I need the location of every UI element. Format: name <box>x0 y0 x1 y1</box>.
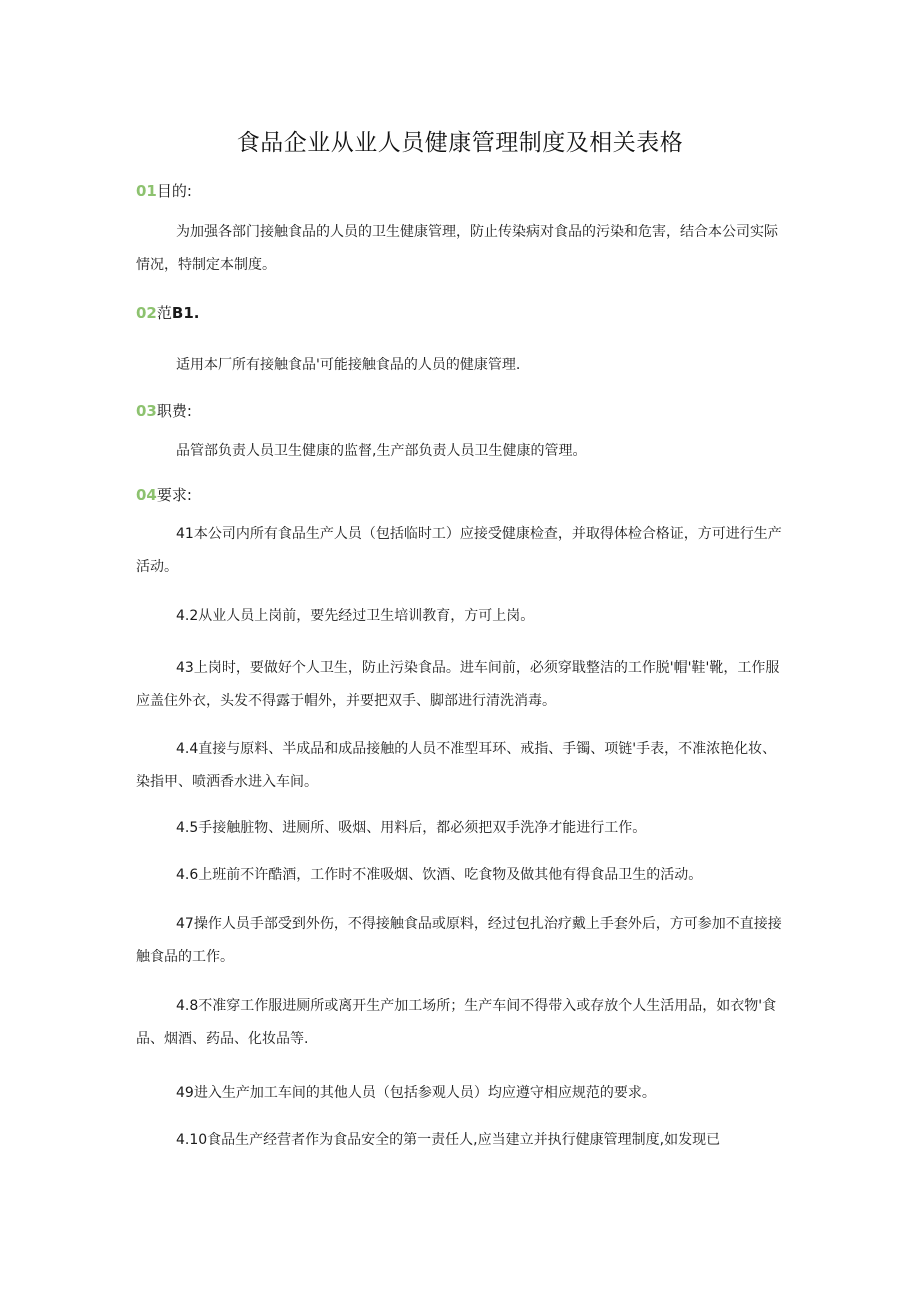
paragraph-scope: 适用本厂所有接触食品'可能接触食品的人员的健康管理. <box>176 357 521 373</box>
paragraph-purpose: 为加强各部门接触食品的人员的卫生健康管理，防止传染病对食品的污染和危害，结合本公司实际情况，特制定本制度。 <box>136 224 778 273</box>
requirement-4-1: 41本公司内所有食品生产人员（包括临时工）应接受健康检查，并取得体检合格证，方可进行生产活动。 <box>136 526 782 575</box>
requirement-4-5: 4.5手接触脏物、进厕所、吸烟、用料后，都必须把双手洗净才能进行工作。 <box>176 820 647 836</box>
requirement-4-3: 43上岗时，要做好个人卫生，防止污染食品。进车间前，必须穿戢整洁的工作脱'帽'鞋'靴，工作服应盖住外衣，头发不得露于帽外，并要把双手、脚部进行清洗消毒。 <box>136 660 780 709</box>
section-label-bold: B1. <box>171 304 200 322</box>
requirement-4-6: 4.6上班前不许酷酒，工作时不准吸烟、饮酒、吃食物及做其他有得食品卫生的活动。 <box>176 867 703 883</box>
section-label: 目的: <box>156 182 192 200</box>
section-heading-requirements <box>136 484 192 505</box>
section-number: 02 <box>136 304 157 322</box>
document-title: 食品企业从业人员健康管理制度及相关表格 <box>236 130 684 156</box>
section-label: 要求: <box>156 486 192 504</box>
section-heading-purpose <box>136 180 192 201</box>
requirement-4-8: 4.8不准穿工作服进厕所或离开生产加工场所；生产车间不得带入或存放个人生活用品，如衣物'食品、烟酒、药品、化妆品等. <box>136 998 777 1047</box>
section-heading-duties <box>136 400 192 421</box>
section-heading-scope <box>136 302 199 323</box>
requirement-4-7: 47操作人员手部受到外伤，不得接触食品或原料，经过包扎治疗戴上手套外后，方可参加不直接接触食品的工作。 <box>136 916 782 965</box>
requirement-4-10: 4.10食品生产经营者作为食品安全的第一责任人,应当建立并执行健康管理制度,如发现已 <box>176 1132 721 1148</box>
section-label: 职费: <box>156 402 192 420</box>
section-number: 01 <box>136 182 157 200</box>
requirement-4-9: 49进入生产加工车间的其他人员（包括参观人员）均应遵守相应规范的要求。 <box>176 1085 656 1101</box>
paragraph-duties: 品管部负责人员卫生健康的监督,生产部负责人员卫生健康的管理。 <box>176 443 587 459</box>
section-label: 范 <box>156 304 172 322</box>
requirement-4-4: 4.4直接与原料、半成品和成品接触的人员不准型耳环、戒指、手镯、项链'手表，不准浓艳化妆、染指甲、喷洒香水进入车间。 <box>136 741 777 790</box>
requirement-4-2: 4.2从业人员上岗前，要先经过卫生培训教育，方可上岗。 <box>176 608 535 624</box>
section-number: 03 <box>136 402 157 420</box>
section-number: 04 <box>136 486 157 504</box>
